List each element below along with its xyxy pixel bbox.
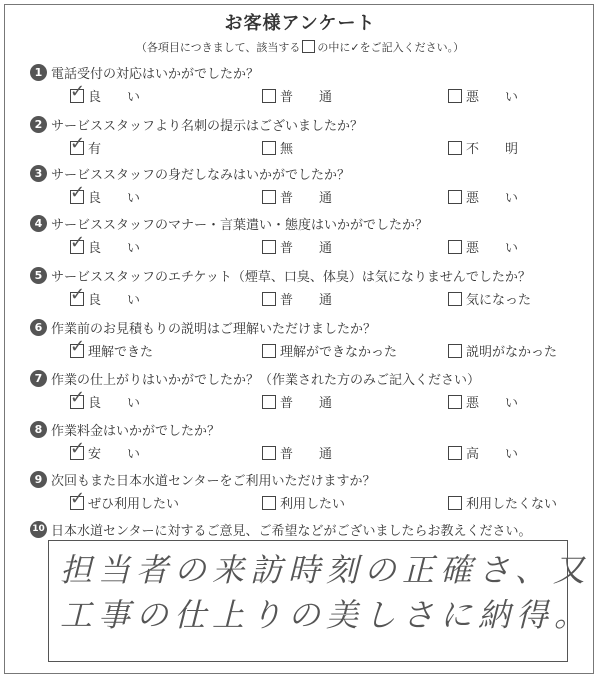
option-label: 理解できた [88,345,154,360]
instructions [0,39,600,55]
question-number-badge: 7 [30,370,47,387]
question-number-badge: 4 [30,215,47,232]
option-label: 悪 い [466,191,519,206]
check-mark-icon: ✓ [70,80,86,102]
question-text: 次回もまた日本水道センターをご利用いただけますか？ [51,474,376,489]
option-q4-1[interactable] [70,231,141,256]
checkbox[interactable] [262,344,276,358]
option-q5-1[interactable] [70,283,141,308]
checkbox[interactable] [262,190,276,204]
option-label: 利用したい [280,497,346,512]
comment-line-1: 担当者の来訪時刻の正確さ、又 [60,551,591,589]
option-label: 無 [280,142,294,157]
checkbox[interactable] [448,446,462,460]
question-7 [30,369,480,389]
checkbox[interactable] [70,132,86,155]
checkbox[interactable] [70,335,86,358]
check-mark-icon: ✓ [70,487,86,509]
question-number-badge: 8 [30,421,47,438]
option-q7-2[interactable] [262,392,332,410]
option-label: 安 い [88,447,141,462]
question-4 [30,214,428,234]
option-q1-1[interactable] [70,80,141,105]
option-label: 悪 い [466,90,519,105]
checkbox[interactable] [70,437,86,460]
option-q9-2[interactable] [262,493,345,511]
checkbox[interactable] [448,141,462,155]
option-label: 良 い [88,90,141,105]
option-label: 良 い [88,293,141,308]
question-text: サービススタッフの身だしなみはいかがでしたか？ [51,168,351,183]
option-label: 良 い [88,396,141,411]
option-label: 普 通 [280,396,333,411]
option-q5-2[interactable] [262,289,332,307]
check-mark-icon: ✓ [70,231,86,253]
question-number-badge: 2 [30,116,47,133]
option-label: 普 通 [280,90,333,105]
question-text: サービススタッフのマナー・言葉遣い・態度はいかがでしたか？ [51,218,429,233]
check-mark-icon: ✓ [350,41,360,54]
option-q7-3[interactable] [448,392,518,410]
question-number-badge: 3 [30,165,47,182]
question-10 [30,520,531,540]
option-q6-2[interactable] [262,341,397,359]
check-mark-icon: ✓ [70,283,86,305]
checkbox[interactable] [448,395,462,409]
instruction-text-2: の中に [317,41,351,54]
option-q2-2[interactable] [262,138,293,156]
checkbox[interactable] [448,344,462,358]
option-label: 悪 い [466,396,519,411]
question-6 [30,318,376,338]
checkbox[interactable] [262,446,276,460]
question-number-badge: 1 [30,64,47,81]
option-label: 普 通 [280,293,333,308]
question-8 [30,420,220,440]
option-q8-3[interactable] [448,443,518,461]
option-label: 普 通 [280,241,333,256]
checkbox-sample-icon [302,40,315,53]
checkbox[interactable] [262,240,276,254]
option-q8-1[interactable] [70,437,141,462]
check-mark-icon: ✓ [70,386,86,408]
checkbox[interactable] [70,487,86,510]
checkbox[interactable] [262,141,276,155]
option-q4-2[interactable] [262,237,332,255]
checkbox[interactable] [448,89,462,103]
instruction-text-1: （各項目につきまして、該当する [135,41,301,54]
question-number-badge: 5 [30,267,47,284]
option-q6-1[interactable] [70,335,154,360]
option-q9-1[interactable] [70,487,180,512]
option-q8-2[interactable] [262,443,332,461]
option-q1-2[interactable] [262,86,332,104]
question-text: サービススタッフのエチケット（煙草、口臭、体臭）は気になりませんでしたか？ [51,270,531,285]
option-q7-1[interactable] [70,386,141,411]
option-q2-1[interactable] [70,132,102,157]
checkbox[interactable] [262,292,276,306]
option-q5-3[interactable] [448,289,531,307]
checkbox[interactable] [448,292,462,306]
question-9 [30,470,375,490]
checkbox[interactable] [70,386,86,409]
question-1 [30,63,259,83]
checkbox[interactable] [262,496,276,510]
checkbox[interactable] [448,240,462,254]
question-number-badge: 10 [30,521,47,538]
survey-title: お客様アンケート [224,13,376,34]
checkbox[interactable] [70,181,86,204]
question-2 [30,115,363,135]
option-label: 良 い [88,191,141,206]
option-q6-3[interactable] [448,341,557,359]
comment-line-2: 工事の仕上りの美しさに納得。 [60,596,593,634]
question-number-badge: 9 [30,471,47,488]
question-text: 電話受付の対応はいかがでしたか？ [51,67,260,82]
question-3 [30,164,350,184]
question-text: 日本水道センターに対するご意見、ご希望などがございましたらお教えください。 [51,524,532,539]
option-q3-1[interactable] [70,181,141,206]
checkbox[interactable] [70,231,86,254]
option-q2-3[interactable] [448,138,518,156]
question-5 [30,266,531,286]
check-mark-icon: ✓ [70,335,86,357]
check-mark-icon: ✓ [70,132,86,154]
option-q9-3[interactable] [448,493,557,511]
option-label: 良 い [88,241,141,256]
option-label: 悪 い [466,241,519,256]
checkbox[interactable] [70,283,86,306]
question-text: サービススタッフより名刺の提示はございましたか？ [51,119,364,134]
instruction-text-3: をご記入ください。） [359,41,465,54]
option-label: 高 い [466,447,519,462]
option-label: 気になった [466,293,532,308]
check-mark-icon: ✓ [70,437,86,459]
check-mark-icon: ✓ [70,181,86,203]
question-number-badge: 6 [30,319,47,336]
option-label: 普 通 [280,191,333,206]
option-label: ぜひ利用したい [88,497,180,512]
option-label: 普 通 [280,447,333,462]
option-label: 有 [88,142,102,157]
option-q3-3[interactable] [448,187,518,205]
question-text: 作業の仕上がりはいかがでしたか？（作業された方のみご記入ください） [51,373,481,388]
option-q1-3[interactable] [448,86,518,104]
checkbox[interactable] [262,89,276,103]
question-text: 作業前のお見積もりの説明はご理解いただけましたか？ [51,322,377,337]
checkbox[interactable] [70,80,86,103]
checkbox[interactable] [448,190,462,204]
option-label: 説明がなかった [466,345,558,360]
checkbox[interactable] [262,395,276,409]
option-label: 不 明 [466,142,519,157]
option-q4-3[interactable] [448,237,518,255]
checkbox[interactable] [448,496,462,510]
question-text: 作業料金はいかがでしたか？ [51,424,221,439]
option-label: 理解ができなかった [280,345,398,360]
option-q3-2[interactable] [262,187,332,205]
option-label: 利用したくない [466,497,558,512]
